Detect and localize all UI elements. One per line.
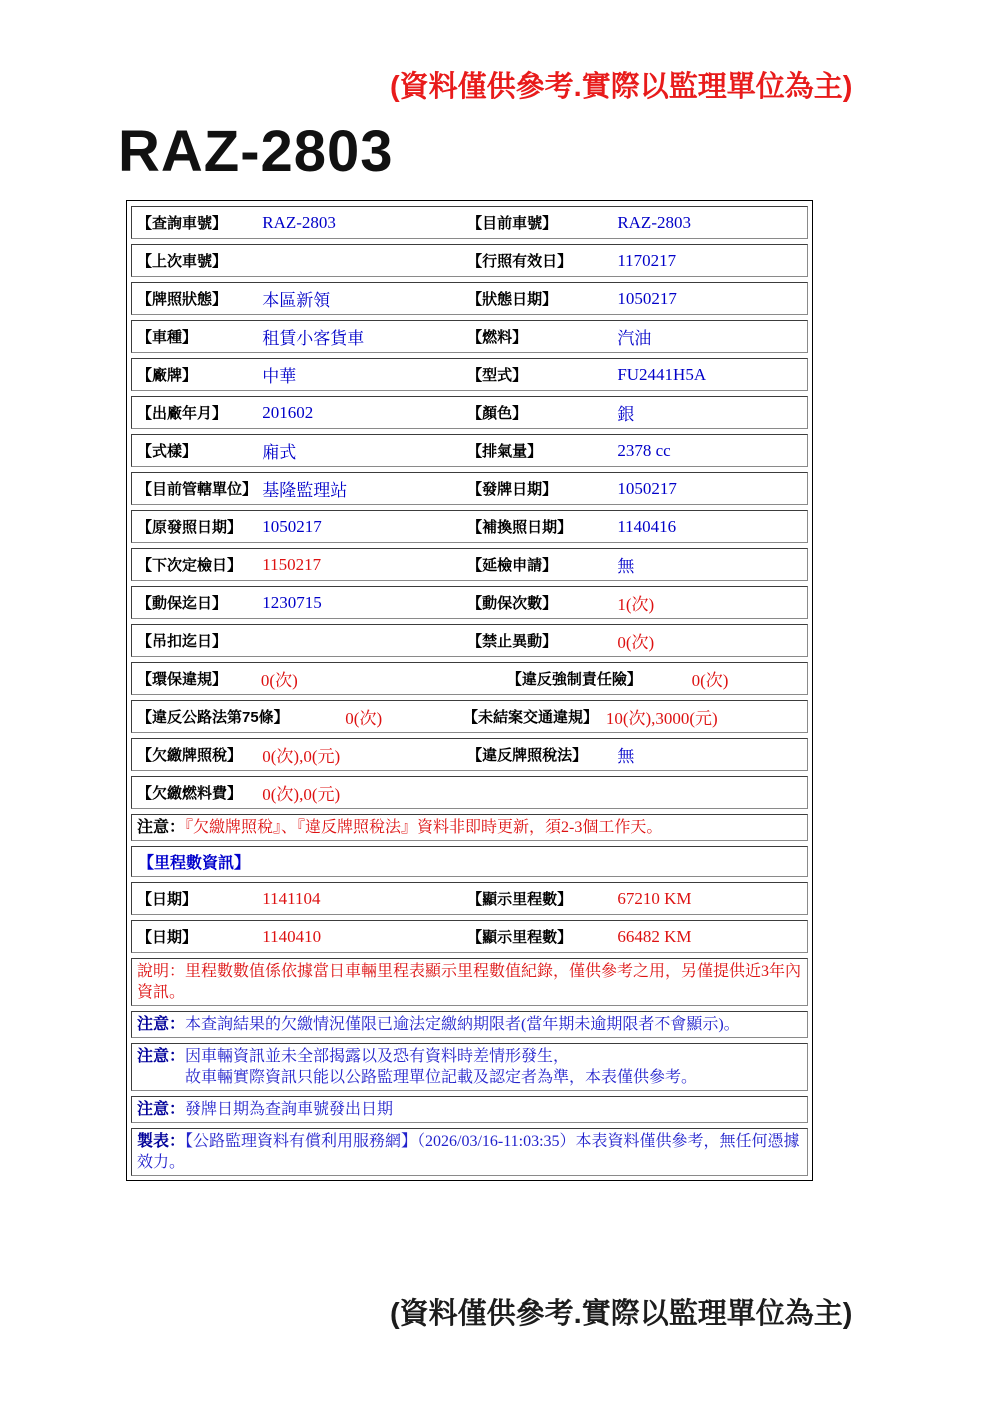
table-row-plate <box>131 206 808 239</box>
field-label: 【環保違規】 <box>137 671 228 688</box>
field-label: 【顯示里程數】 <box>467 891 573 908</box>
field-label: 【日期】 <box>137 891 198 908</box>
field-label: 【行照有效日】 <box>467 253 573 270</box>
field-label: 【顯示里程數】 <box>467 929 573 946</box>
field-value: FU2441H5A <box>617 364 707 384</box>
field-value: RAZ-2803 <box>617 212 691 232</box>
field-value: 廂式 <box>262 443 297 462</box>
field-value: 0(次) <box>260 671 298 690</box>
table-row-highway-act-violation <box>131 700 808 733</box>
footer-text: 【公路監理資料有償利用服務網】（2026/03/16-11:03:35）本表資料僅供參考，無任何憑據效力。 <box>137 1133 800 1171</box>
table-row-original-license-date <box>131 510 808 543</box>
field-label: 【動保次數】 <box>467 595 558 612</box>
field-value: 汽油 <box>617 329 652 348</box>
field-label: 【欠繳燃料費】 <box>137 785 243 802</box>
mileage-explanation-note: 說明：里程數數值係依據當日車輛里程表顯示里程數值紀錄，僅供參考之用，另僅提供近3年內資訊。 <box>131 958 808 1006</box>
field-value: 1150217 <box>262 554 322 574</box>
field-label: 【出廠年月】 <box>137 405 228 422</box>
table-row-mileage-2 <box>131 920 808 953</box>
field-value: 67210 KM <box>617 888 692 908</box>
table-row-environmental-violation <box>131 662 808 695</box>
field-value: 1141104 <box>262 888 321 908</box>
field-value: 1230715 <box>262 592 322 612</box>
field-value: 1140416 <box>617 516 677 536</box>
field-label: 【排氣量】 <box>467 443 543 460</box>
data-accuracy-notice <box>131 1043 808 1091</box>
mileage-section-header: 【里程數資訊】 <box>131 846 808 877</box>
field-label: 【動保迄日】 <box>137 595 228 612</box>
field-value: 66482 KM <box>617 926 692 946</box>
report-footer <box>131 1128 808 1176</box>
notice-text-line1: 因車輛資訊並未全部揭露以及恐有資料時差情形發生， <box>185 1048 570 1065</box>
field-value: 1050217 <box>617 288 677 308</box>
field-label: 【廠牌】 <box>137 367 198 384</box>
field-value: 1140410 <box>262 926 322 946</box>
field-label: 【違反強制責任險】 <box>506 671 642 688</box>
field-label: 【下次定檢日】 <box>137 557 243 574</box>
notice-text: 發牌日期為查詢車號發出日期 <box>185 1101 394 1118</box>
field-label: 【未結案交通違規】 <box>463 709 599 726</box>
field-label: 【補換照日期】 <box>467 519 573 536</box>
field-label: 【式樣】 <box>137 443 198 460</box>
field-value: 2378 cc <box>617 440 671 460</box>
table-row-body-style <box>131 434 808 467</box>
field-label: 【目前管轄單位】 <box>137 481 258 498</box>
field-label: 【違反牌照稅法】 <box>467 747 588 764</box>
issue-date-notice <box>131 1096 808 1123</box>
field-label: 【牌照狀態】 <box>137 291 228 308</box>
field-value: 基隆監理站 <box>262 481 348 500</box>
field-label: 【燃料】 <box>467 329 528 346</box>
field-label: 【吊扣迄日】 <box>137 633 228 650</box>
field-label: 【目前車號】 <box>467 215 558 232</box>
notice-text-line2: 故車輛實際資訊只能以公路監理單位記載及認定者為準，本表僅供參考。 <box>185 1069 698 1086</box>
field-value: 1050217 <box>262 516 322 536</box>
table-row-unpaid-fuel-fee <box>131 776 808 809</box>
field-value: 無 <box>617 557 635 576</box>
field-label: 【型式】 <box>467 367 528 384</box>
field-label: 【原發照日期】 <box>137 519 243 536</box>
overdue-payment-notice <box>131 1011 808 1038</box>
field-label: 【狀態日期】 <box>467 291 558 308</box>
field-label: 【發牌日期】 <box>467 481 558 498</box>
field-label: 【日期】 <box>137 929 198 946</box>
table-row-mileage-1 <box>131 882 808 915</box>
notice-label: 注意： <box>137 1048 186 1065</box>
field-value: 中華 <box>262 367 297 386</box>
field-value: 租賃小客貨車 <box>262 329 365 348</box>
field-value: 0(次),0(元) <box>262 785 341 804</box>
field-label: 【上次車號】 <box>137 253 228 270</box>
vehicle-info-panel <box>126 200 813 1181</box>
table-row-vehicle-type <box>131 320 808 353</box>
field-value: RAZ-2803 <box>262 212 336 232</box>
field-value: 0(次),0(元) <box>262 747 341 766</box>
tax-update-notice <box>131 814 808 841</box>
field-label: 【延檢申請】 <box>467 557 558 574</box>
plate-number-title: RAZ-2803 <box>118 119 394 184</box>
bottom-disclaimer: (資料僅供參考.實際以監理單位為主) <box>390 1298 853 1330</box>
field-label: 【顏色】 <box>467 405 528 422</box>
notice-text: 『欠繳牌照稅』、『違反牌照稅法』資料非即時更新，須2-3個工作天。 <box>185 819 663 836</box>
table-row-suspension <box>131 624 808 657</box>
field-value: 1170217 <box>617 250 677 270</box>
field-value: 無 <box>617 747 635 766</box>
field-value: 1050217 <box>617 478 677 498</box>
footer-label: 製表： <box>137 1133 186 1150</box>
field-label: 【查詢車號】 <box>137 215 228 232</box>
field-value: 0(次) <box>691 671 729 690</box>
field-label: 【違反公路法第75條】 <box>137 709 289 726</box>
field-label: 【車種】 <box>137 329 198 346</box>
field-value: 201602 <box>262 402 314 422</box>
table-row-next-inspection <box>131 548 808 581</box>
table-row-previous-plate <box>131 244 808 277</box>
notice-label: 注意： <box>137 819 186 836</box>
notice-text: 本查詢結果的欠繳情況僅限已逾法定繳納期限者(當年期未逾期限者不會顯示)。 <box>185 1016 740 1033</box>
table-row-brand <box>131 358 808 391</box>
top-disclaimer: (資料僅供參考.實際以監理單位為主) <box>390 71 853 103</box>
field-label: 【禁止異動】 <box>467 633 558 650</box>
field-value: 10(次),3000(元) <box>605 709 718 728</box>
field-value: 銀 <box>617 405 635 424</box>
table-row-manufacture-date <box>131 396 808 429</box>
table-row-chattel-mortgage <box>131 586 808 619</box>
table-row-authority <box>131 472 808 505</box>
field-value: 0(次) <box>345 709 383 728</box>
notice-label: 注意： <box>137 1101 186 1118</box>
field-value: 0(次) <box>617 633 655 652</box>
notice-label: 注意： <box>137 1016 186 1033</box>
table-row-license-status <box>131 282 808 315</box>
table-row-unpaid-license-tax <box>131 738 808 771</box>
field-value: 1(次) <box>617 595 655 614</box>
field-label: 【欠繳牌照稅】 <box>137 747 243 764</box>
field-value: 本區新領 <box>262 291 331 310</box>
